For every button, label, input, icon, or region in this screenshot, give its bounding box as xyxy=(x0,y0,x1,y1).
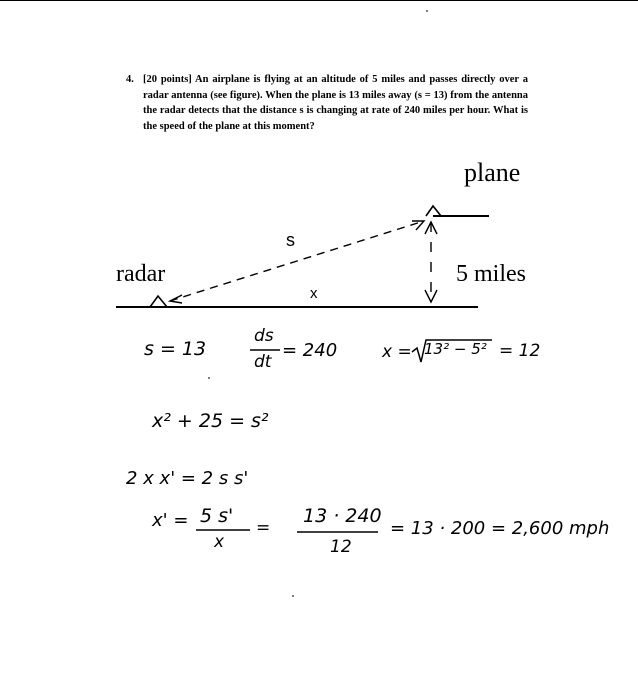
altitude-label: 5 miles xyxy=(456,261,526,287)
x-equals: x = xyxy=(382,342,412,362)
distance-s-dashed xyxy=(170,221,424,301)
hypotenuse-label: s xyxy=(286,230,295,250)
speck xyxy=(208,377,210,379)
derivative-equation: 2 x x' = 2 s s' xyxy=(126,468,249,489)
plane-label: plane xyxy=(464,158,521,187)
rate-denominator: dt xyxy=(254,352,272,372)
final-result: = 13 · 200 = 2,600 mph xyxy=(390,518,610,539)
fraction1-denominator: x xyxy=(214,532,225,552)
plane-icon xyxy=(426,206,441,216)
fraction2-denominator: 12 xyxy=(330,537,352,557)
equals-sign: = xyxy=(256,518,271,538)
rate-numerator: ds xyxy=(254,326,274,346)
speck xyxy=(426,10,428,12)
arrowhead-plane-end xyxy=(412,221,424,230)
x-prime-label: x' = xyxy=(152,510,189,531)
problem-number: 4. xyxy=(126,74,134,85)
rate-value: = 240 xyxy=(282,340,338,361)
radar-antenna-icon xyxy=(150,296,167,307)
x-radicand: 13² − 5² xyxy=(424,340,487,358)
speck xyxy=(292,595,294,597)
s-value: s = 13 xyxy=(144,338,207,360)
fraction1-numerator: 5 s' xyxy=(200,505,234,527)
x-result: = 12 xyxy=(499,341,541,361)
problem-text: [20 points] An airplane is flying at an altitude of 5 miles and passes directly over a radar antenna (see figure). When the plane is 13 miles away (s = 13) from the antenna the radar detects that the distance s is changing at rate of 240 miles per hour. What is the speed of the plane at this moment? xyxy=(143,74,528,132)
ground-distance-label: x xyxy=(310,285,318,302)
radar-label: radar xyxy=(116,261,166,287)
pythagorean-equation: x² + 25 = s² xyxy=(152,410,269,432)
fraction2-numerator: 13 · 240 xyxy=(303,505,382,527)
